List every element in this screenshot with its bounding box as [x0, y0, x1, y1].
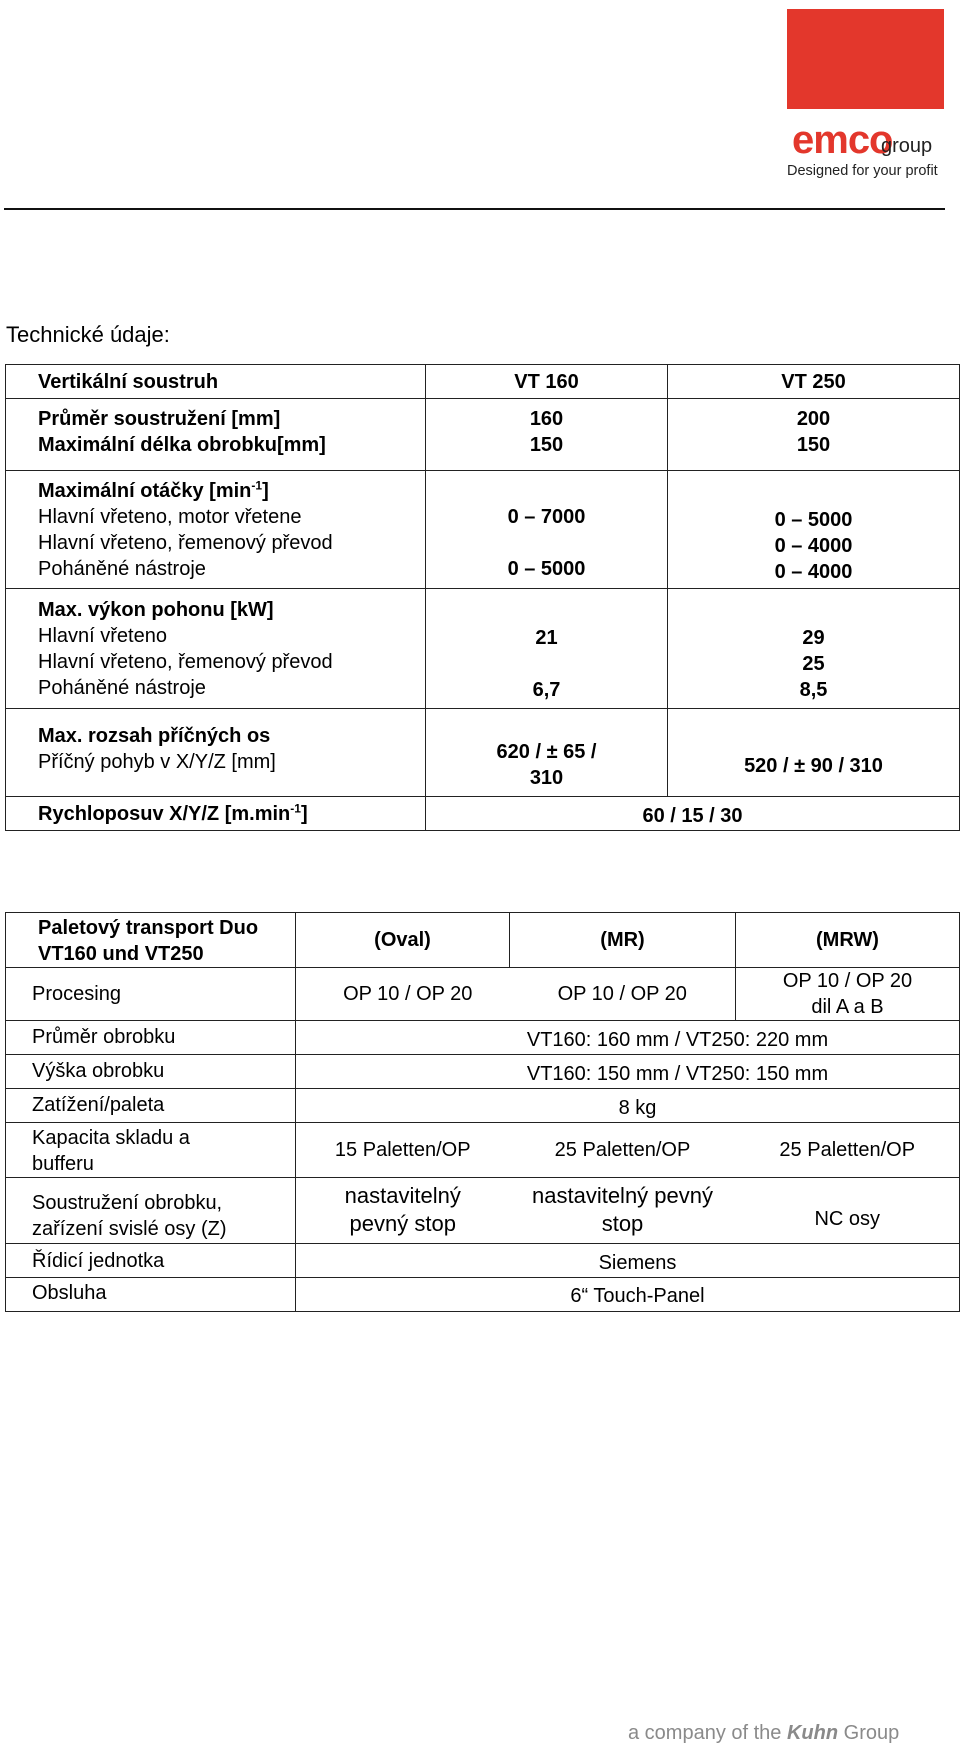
- pallet-value: 25 Paletten/OP: [554, 1139, 691, 1161]
- spec-label: Rychloposuv X/Y/Z $[m.\min^{-1}]$: [38, 801, 308, 825]
- spec-block-title: Max. výkon pohonu [kW]: [38, 599, 274, 621]
- pallet-value: NC osy: [814, 1208, 881, 1230]
- footer-brand: Kuhn: [786, 1722, 839, 1744]
- pallet-value: 6“ Touch-Panel: [570, 1285, 705, 1307]
- logo-tagline: Designed for your profit: [787, 163, 938, 179]
- spec-value: 620 / ± 65 /: [496, 741, 597, 763]
- spec-table: [5, 364, 960, 831]
- spec-header-label: Vertikální soustruh: [38, 371, 219, 393]
- spec-label: Maximální délka obrobku[mm]: [38, 434, 326, 456]
- pallet-header-row: [6, 913, 960, 968]
- svg-text:emco: emco: [792, 118, 893, 159]
- spec-label: Hlavní vřeteno, motor vřetene: [38, 506, 302, 528]
- pallet-value: nastavitelný pevný: [532, 1183, 713, 1208]
- pallet-label: zařízení svislé osy (Z): [32, 1218, 227, 1240]
- pallet-value: VT160: 150 mm / VT250: 150 mm: [526, 1063, 829, 1085]
- footer-prefix: a company of the: [628, 1722, 787, 1744]
- spec-value: 150: [796, 434, 831, 456]
- pallet-row-turning: [6, 1178, 960, 1244]
- spec-block-title: Maximální otáčky $[\min^{-1}]$: [38, 478, 269, 502]
- spec-value: 0 – 7000: [507, 506, 586, 528]
- footer-note: [628, 1722, 899, 1745]
- spec-row-speed: [6, 471, 960, 589]
- spec-value: 200: [796, 408, 831, 430]
- pallet-value: Siemens: [598, 1252, 677, 1274]
- pallet-label: Soustružení obrobku,: [32, 1192, 223, 1214]
- pallet-row-operation: [6, 1278, 960, 1312]
- pallet-row-control: [6, 1244, 960, 1278]
- pallet-col-mr: (MR): [600, 929, 645, 951]
- spec-header-vt160: VT 160: [514, 371, 579, 393]
- pallet-value: pevný stop: [349, 1211, 456, 1236]
- emco-wordmark: [787, 9, 944, 159]
- pallet-col-oval: (Oval): [374, 929, 431, 951]
- spec-row-rapid: [6, 797, 960, 831]
- header-divider: [4, 208, 945, 210]
- spec-block-title: Max. rozsah příčných os: [38, 725, 271, 747]
- pallet-label: Řídicí jednotka: [32, 1250, 165, 1272]
- spec-value: 520 / ± 90 / 310: [744, 755, 883, 777]
- pallet-title: Paletový transport Duo: [38, 917, 259, 939]
- spec-value: 6,7: [532, 679, 561, 701]
- pallet-value: OP 10 / OP 20: [557, 983, 687, 1005]
- pallet-col-mrw: (MRW): [816, 929, 879, 951]
- spec-row-power: [6, 589, 960, 709]
- spec-label: Hlavní vřeteno: [38, 625, 167, 647]
- spec-label: Poháněné nástroje: [38, 677, 206, 699]
- spec-label: Hlavní vřeteno, řemenový převod: [38, 651, 333, 673]
- pallet-value: VT160: 160 mm / VT250: 220 mm: [526, 1029, 829, 1051]
- spec-header-row: [6, 365, 960, 399]
- pallet-value: stop: [601, 1211, 644, 1236]
- spec-label: Průměr soustružení [mm]: [38, 408, 281, 430]
- spec-value: 0 – 4000: [774, 561, 853, 583]
- pallet-value: 25 Paletten/OP: [779, 1139, 916, 1161]
- pallet-label: Výška obrobku: [32, 1060, 165, 1082]
- spec-value: 0 – 5000: [774, 509, 853, 531]
- pallet-row-height: [6, 1055, 960, 1089]
- svg-text:group: group: [881, 135, 933, 157]
- logo-red-block: [787, 9, 944, 159]
- pallet-value: OP 10 / OP 20: [782, 970, 913, 992]
- spec-label: Hlavní vřeteno, řemenový převod: [38, 532, 333, 554]
- pallet-table: [5, 912, 960, 1312]
- spec-label: Poháněné nástroje: [38, 558, 206, 580]
- pallet-value: dil A a B: [811, 996, 884, 1018]
- spec-value: 150: [529, 434, 564, 456]
- emco-logo: [787, 9, 944, 179]
- pallet-label: Kapacita skladu a: [32, 1127, 190, 1149]
- pallet-value: 8 kg: [618, 1097, 657, 1119]
- pallet-label: Průměr obrobku: [32, 1026, 176, 1048]
- spec-value: 160: [529, 408, 564, 430]
- spec-value: 25: [802, 653, 825, 675]
- spec-header-vt250: VT 250: [781, 371, 846, 393]
- pallet-value: nastavitelný: [344, 1183, 461, 1208]
- spec-row-cross: [6, 709, 960, 797]
- pallet-row-procesing: [6, 968, 960, 1021]
- spec-value: 29: [802, 627, 825, 649]
- spec-row-diameter: [6, 399, 960, 471]
- spec-label: Příčný pohyb v X/Y/Z [mm]: [38, 751, 276, 773]
- spec-value: 0 – 4000: [774, 535, 853, 557]
- spec-value: 21: [535, 627, 558, 649]
- pallet-row-capacity: [6, 1123, 960, 1178]
- pallet-label: Zatížení/paleta: [32, 1094, 165, 1116]
- pallet-subtitle: VT160 und VT250: [38, 943, 204, 965]
- pallet-value: 15 Paletten/OP: [334, 1139, 471, 1161]
- pallet-label: bufferu: [32, 1153, 94, 1175]
- footer-suffix: Group: [838, 1722, 900, 1744]
- spec-value: 0 – 5000: [507, 558, 586, 580]
- section-title: Technické údaje:: [6, 322, 170, 347]
- pallet-label: Obsluha: [32, 1282, 107, 1304]
- pallet-row-load: [6, 1089, 960, 1123]
- spec-value: 8,5: [799, 679, 828, 701]
- pallet-value: OP 10 / OP 20: [343, 983, 473, 1005]
- pallet-label: Procesing: [32, 983, 121, 1005]
- spec-value: 310: [529, 767, 564, 789]
- pallet-row-diameter: [6, 1021, 960, 1055]
- spec-value: 60 / 15 / 30: [642, 805, 743, 827]
